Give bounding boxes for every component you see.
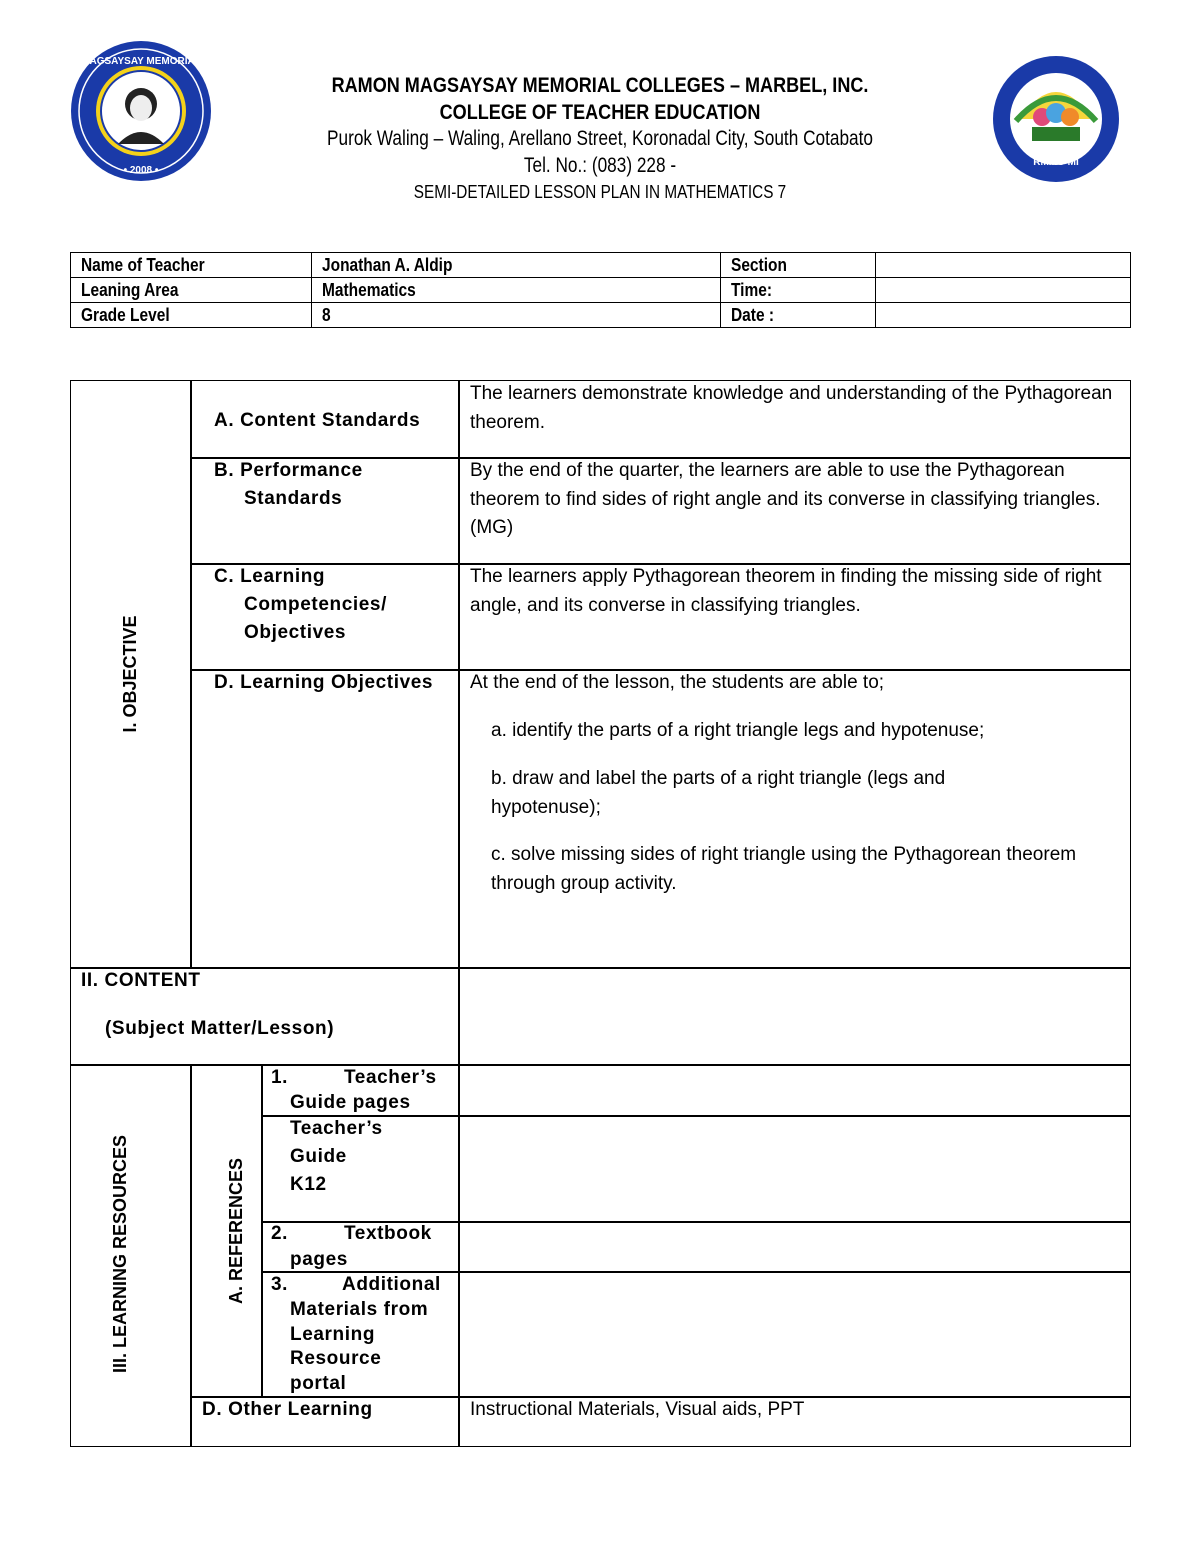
ref1-number: 1.: [271, 1067, 289, 1088]
seal-text: MAGSAYSAY MEMORIAL: [81, 56, 201, 67]
teacher-value: Jonathan A. Aldip: [311, 253, 721, 278]
ref1-label: Teacher’s: [344, 1067, 437, 1088]
learning-objective-b: b. draw and label the parts of a right triangle (legs and hypotenuse);: [491, 768, 946, 818]
ref3-label-5: portal: [290, 1373, 347, 1394]
ref3-label-4: Resource: [290, 1348, 382, 1369]
learning-resources-section-label: III. LEARNING RESOURCES: [110, 1134, 130, 1374]
address: Purok Waling – Waling, Arellano Street, Koronadal City, South Cotabato: [327, 127, 873, 150]
time-label: Time:: [721, 278, 876, 303]
date-label: Date :: [721, 303, 876, 328]
competencies-label-3: Objectives: [244, 622, 347, 643]
time-value: [876, 278, 1131, 303]
document-title: SEMI-DETAILED LESSON PLAN IN MATHEMATICS 7: [413, 182, 787, 202]
table-row: [71, 278, 1131, 303]
table-row: [71, 303, 1131, 328]
competencies-label-2: Competencies/: [244, 594, 387, 615]
grade-label: Grade Level: [71, 303, 312, 328]
content-standards-text: The learners demonstrate knowledge and understanding of the Pythagorean theorem.: [470, 383, 1113, 433]
table-row: [71, 253, 1131, 278]
ref1b-label-3: K12: [290, 1174, 327, 1195]
content-standards-label: A. Content Standards: [214, 410, 421, 431]
content-label: II. CONTENT: [81, 970, 201, 991]
area-value: Mathematics: [311, 278, 721, 303]
learning-objectives-label: D. Learning Objectives: [214, 672, 434, 693]
ref3-label-3: Learning: [290, 1324, 376, 1345]
learning-objectives-intro: At the end of the lesson, the students are able to;: [470, 672, 885, 693]
ref1b-label-1: Teacher’s: [290, 1118, 383, 1139]
institution-name: RAMON MAGSAYSAY MEMORIAL COLLEGES – MARBEL, INC.: [331, 74, 869, 97]
learning-objective-c: c. solve missing sides of right triangle using the Pythagorean theorem through group activity.: [491, 844, 1077, 894]
other-learning-value: Instructional Materials, Visual aids, PPT: [470, 1399, 805, 1420]
performance-standards-text: By the end of the quarter, the learners are able to use the Pythagorean theorem to find sides of right angle and its converse in classifying triangles. (MG): [470, 460, 1101, 538]
performance-standards-label-1: B. Performance: [214, 460, 363, 481]
telephone: Tel. No.: (083) 228 -: [523, 154, 677, 177]
objective-section-label: I. OBJECTIVE: [120, 615, 140, 733]
ref1b-label-2: Guide: [290, 1146, 347, 1167]
competencies-label-1: C. Learning: [214, 566, 326, 587]
ref2-label: Textbook: [344, 1223, 432, 1244]
area-label: Leaning Area: [71, 278, 312, 303]
other-learning-label: D. Other Learning: [202, 1399, 373, 1420]
grade-value: 8: [311, 303, 721, 328]
performance-standards-label-2: Standards: [244, 488, 343, 509]
ref1-label-2: Guide pages: [290, 1092, 411, 1113]
references-label: A. REFERENCES: [226, 1157, 246, 1305]
section-value: [876, 253, 1131, 278]
svg-text:• 2008 •: • 2008 •: [123, 165, 159, 176]
section-label: Section: [721, 253, 876, 278]
subject-matter-label: (Subject Matter/Lesson): [105, 1018, 335, 1039]
learning-objective-a: a. identify the parts of a right triangle legs and hypotenuse;: [491, 720, 985, 741]
competencies-text: The learners apply Pythagorean theorem in finding the missing side of right angle, and its converse in classifying triangles.: [470, 566, 1102, 616]
college-name: COLLEGE OF TEACHER EDUCATION: [439, 101, 761, 124]
ref2-label-2: pages: [290, 1249, 348, 1270]
ref3-number: 3.: [271, 1274, 289, 1295]
ref2-number: 2.: [271, 1223, 289, 1244]
teacher-info-table: [70, 252, 1131, 328]
ref3-label-2: Materials from: [290, 1299, 429, 1320]
svg-text:RMMC-MI: RMMC-MI: [1033, 157, 1079, 168]
ref3-label: Additional: [342, 1274, 441, 1295]
date-value: [876, 303, 1131, 328]
teacher-label: Name of Teacher: [71, 253, 312, 278]
